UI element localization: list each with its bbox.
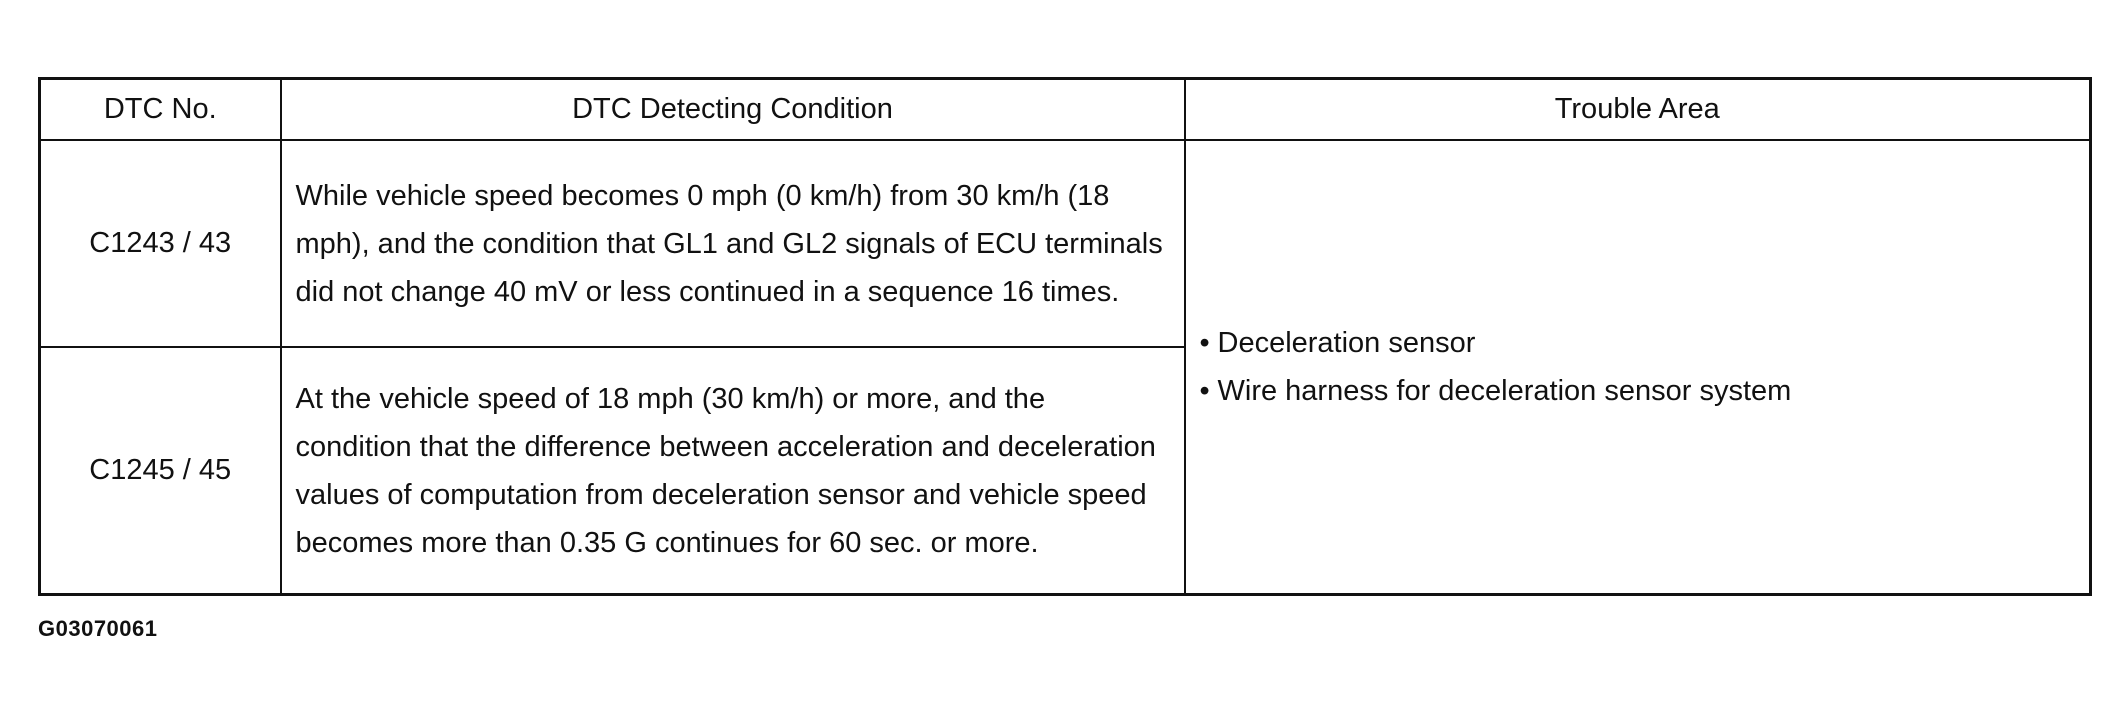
figure-code: G03070061 xyxy=(38,616,158,641)
list-item xyxy=(1200,367,2080,415)
bullet-icon: • xyxy=(1199,327,1210,359)
detecting-condition: At the vehicle speed of 18 mph (30 km/h) or more, and the condition that the difference between acceleration and deceleration values of computation from deceleration sensor and vehicle speed becomes more than 0.35 G continues for 60 sec. or more. xyxy=(281,347,1185,595)
detecting-condition: While vehicle speed becomes 0 mph (0 km/h) from 30 km/h (18 mph), and the condition that GL1 and GL2 signals of ECU terminals did not change 40 mV or less continued in a sequence 16 times. xyxy=(281,140,1185,347)
table-row xyxy=(40,140,2091,347)
trouble-area-text: Wire harness for deceleration sensor system xyxy=(1217,375,1792,407)
dtc-code: C1243 / 43 xyxy=(40,140,281,347)
header-trouble-area: Trouble Area xyxy=(1185,79,2091,141)
dtc-code: C1245 / 45 xyxy=(40,347,281,595)
header-dtc-no: DTC No. xyxy=(40,79,281,141)
list-item xyxy=(1200,319,2080,367)
dtc-table xyxy=(38,77,2092,596)
trouble-area-list xyxy=(1200,319,2080,415)
trouble-area-text: Deceleration sensor xyxy=(1217,327,1476,359)
trouble-area-cell xyxy=(1185,140,2091,595)
bullet-icon: • xyxy=(1199,375,1210,407)
header-detecting-condition: DTC Detecting Condition xyxy=(281,79,1185,141)
header-row xyxy=(40,79,2091,141)
